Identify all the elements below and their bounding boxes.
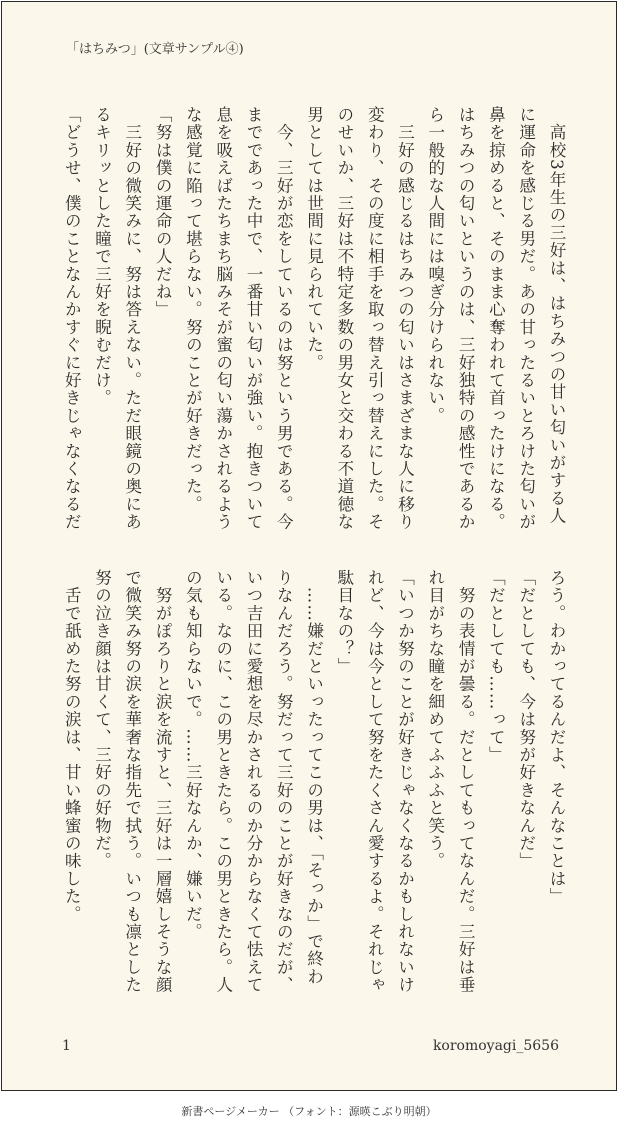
text-column: 「だとしても、今は努が好きなんだ」 xyxy=(516,569,536,870)
text-column: 鼻を掠めると、そのまま心奪われて首ったけになる。 xyxy=(486,106,506,531)
book-page xyxy=(1,1,617,1091)
text-column: 舌で舐めた努の涙は、甘い蜂蜜の味した。 xyxy=(62,569,82,923)
author-credit: koromoyagi_5656 xyxy=(432,1038,559,1054)
text-column: いつ吉田に愛想を尽かされるのか分からなくて怯えて xyxy=(244,569,263,994)
text-column: 「努は僕の運命の人だね」 xyxy=(153,106,173,319)
text-column: るキリッとした瞳で三好を睨むだけ。 xyxy=(92,106,112,407)
text-column: な感覚に陥って堪らない。努のことが好きだった。 xyxy=(183,106,203,514)
page-number: 1 xyxy=(62,1038,71,1054)
text-column: 今、三好が恋をしているのは努という男である。今 xyxy=(274,106,294,531)
text-column: 男としては世間に見られていた。 xyxy=(304,106,324,372)
text-column: 三好の感じるはちみつの匂いはさまざまな人に移り xyxy=(395,106,415,531)
text-column: はちみつの匂いというのは、三好独特の感性であるか xyxy=(456,106,476,531)
text-column: 「いつか努のことが好きじゃなくなるかもしれないけ xyxy=(395,569,415,994)
footer-credit: 新書ページメーカー （フォント：源暎こぶり明朝） xyxy=(181,1105,437,1118)
text-column: れ目がちな瞳を細めてふふふと笑う。 xyxy=(425,569,445,870)
page-header: 「はちみつ」(文章サンプル④) xyxy=(66,42,244,57)
text-column: いる。なのに、この男ときたら。この男ときたら。人 xyxy=(213,569,233,994)
text-column: までであった中で、一番甘い匂いが強い。抱きついて xyxy=(244,106,263,531)
text-column: 三好の微笑みに、努は答えない。ただ眼鏡の奥にあ xyxy=(122,106,142,531)
text-column: 駄目なの？」 xyxy=(334,569,354,676)
text-column: 高校3年生の三好は、はちみつの甘い匂いがする人 xyxy=(547,106,566,525)
text-column: 「だとしても……って」 xyxy=(486,569,506,764)
text-column: の気も知らないで。……三好なんか、嫌いだ。 xyxy=(183,569,203,941)
text-column: りなんだろう。努だって三好のことが好きなのだが、 xyxy=(274,569,294,994)
text-column: 変わり、その度に相手を取っ替え引っ替えにした。そ xyxy=(365,106,385,531)
text-column: のせいか、三好は不特定多数の男女と交わる不道徳な xyxy=(334,106,354,531)
text-column: ……嫌だといったってこの男は、「そっか」で終わ xyxy=(304,569,324,986)
text-column: 息を吸えばたちまち脳みそが蜜の匂い蕩かされるよう xyxy=(213,106,233,531)
text-column: 努の泣き顔は甘くて、三好の好物だ。 xyxy=(92,569,112,870)
text-column: に運命を感じる男だ。あの甘ったるいとろけた匂いが xyxy=(516,106,536,531)
text-column: ろう。わかってるんだよ、そんなことは」 xyxy=(547,569,566,906)
text-column: 「どうせ、僕のことなんかすぐに好きじゃなくなるだ xyxy=(62,106,82,531)
text-column: ら一般的な人間には嗅ぎ分けられない。 xyxy=(425,106,445,425)
text-column: 努がぽろりと涙を流すと、三好は一層嬉しそうな顔 xyxy=(153,569,173,994)
text-column: れど、今は今として努をたくさん愛するよ。それじゃ xyxy=(365,569,385,994)
text-column: で微笑み努の涙を華奢な指先で拭う。いつも凛とした xyxy=(122,569,142,994)
text-column: 努の表情が曇る。だとしてもってなんだ。三好は垂 xyxy=(456,569,476,994)
